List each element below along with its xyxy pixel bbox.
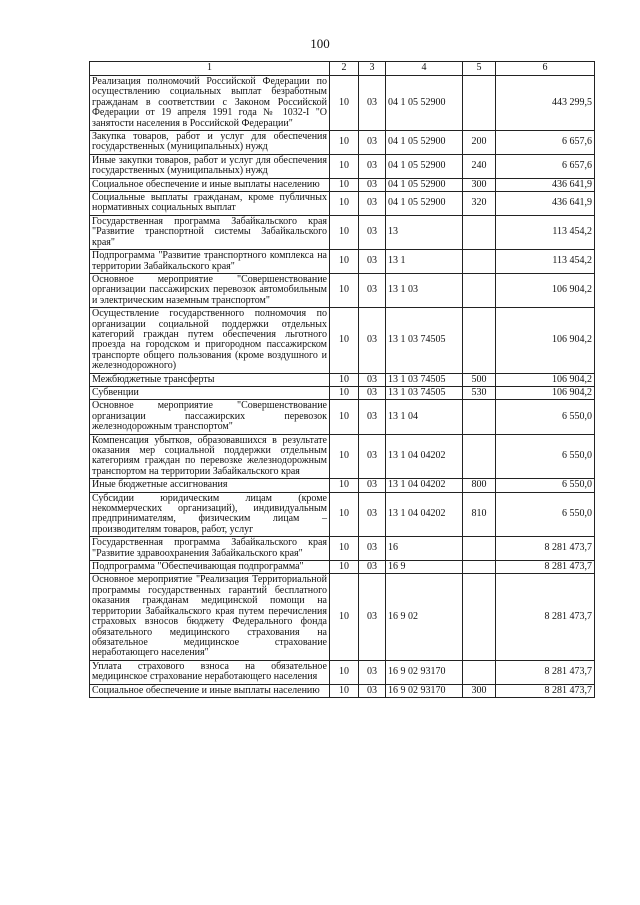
row-amount-cell: 106 904,2 [496,373,595,386]
row-section-cell: 10 [330,660,359,684]
row-expense-type-cell: 200 [463,131,496,155]
row-expense-type-cell: 500 [463,373,496,386]
row-amount-cell: 8 281 473,7 [496,537,595,561]
row-expense-type-cell: 300 [463,178,496,191]
row-target-code-cell: 13 1 03 74505 [386,386,463,399]
row-expense-type-cell [463,660,496,684]
row-section-cell: 10 [330,76,359,131]
row-section-cell: 10 [330,131,359,155]
row-expense-type-cell [463,561,496,574]
row-subsection-cell: 03 [359,386,386,399]
column-header: 2 [330,62,359,76]
row-amount-cell: 8 281 473,7 [496,684,595,697]
row-name-cell: Иные закупки товаров, работ и услуг для обеспечения государственных (муниципальных) нужд [90,154,330,178]
row-amount-cell: 8 281 473,7 [496,561,595,574]
row-section-cell: 10 [330,434,359,479]
row-amount-cell: 113 454,2 [496,215,595,249]
table-row [90,684,595,697]
row-section-cell: 10 [330,192,359,216]
row-target-code-cell: 16 9 02 93170 [386,660,463,684]
row-target-code-cell: 13 1 04 04202 [386,479,463,492]
table-row [90,400,595,434]
page-number: 100 [310,36,330,51]
row-amount-cell: 106 904,2 [496,386,595,399]
row-subsection-cell: 03 [359,76,386,131]
row-name-cell: Социальное обеспечение и иные выплаты населению [90,178,330,191]
row-subsection-cell: 03 [359,131,386,155]
row-amount-cell: 443 299,5 [496,76,595,131]
row-amount-cell: 6 657,6 [496,131,595,155]
row-target-code-cell: 13 1 04 [386,400,463,434]
row-target-code-cell: 13 1 04 04202 [386,492,463,537]
table-header-row [90,62,595,76]
table-row [90,373,595,386]
table-row [90,561,595,574]
row-section-cell: 10 [330,479,359,492]
row-subsection-cell: 03 [359,273,386,307]
row-subsection-cell: 03 [359,308,386,373]
row-expense-type-cell [463,273,496,307]
row-name-cell: Закупка товаров, работ и услуг для обеспечения государственных (муниципальных) нужд [90,131,330,155]
column-header: 1 [90,62,330,76]
row-target-code-cell: 04 1 05 52900 [386,178,463,191]
row-target-code-cell: 13 1 03 74505 [386,373,463,386]
row-section-cell: 10 [330,215,359,249]
row-name-cell: Реализация полномочий Российской Федерации по осуществлению социальных выплат безработным гражданам в соответствии с Законом Российской Федерации от 19 апреля 1991 года № 1032-I "О занятости населения в Российской Федерации" [90,76,330,131]
row-expense-type-cell: 800 [463,479,496,492]
row-amount-cell: 106 904,2 [496,273,595,307]
row-amount-cell: 113 454,2 [496,250,595,274]
row-expense-type-cell [463,434,496,479]
row-amount-cell: 6 550,0 [496,400,595,434]
row-subsection-cell: 03 [359,154,386,178]
table-row [90,434,595,479]
row-target-code-cell: 13 1 03 [386,273,463,307]
row-expense-type-cell [463,308,496,373]
row-section-cell: 10 [330,178,359,191]
row-amount-cell: 6 550,0 [496,479,595,492]
row-amount-cell: 436 641,9 [496,178,595,191]
row-section-cell: 10 [330,537,359,561]
row-section-cell: 10 [330,250,359,274]
row-target-code-cell: 13 1 04 04202 [386,434,463,479]
row-amount-cell: 6 550,0 [496,492,595,537]
row-target-code-cell: 13 1 03 74505 [386,308,463,373]
row-target-code-cell: 04 1 05 52900 [386,154,463,178]
table-row [90,215,595,249]
row-amount-cell: 8 281 473,7 [496,574,595,660]
row-expense-type-cell: 300 [463,684,496,697]
table-row [90,492,595,537]
row-expense-type-cell [463,574,496,660]
table-row [90,131,595,155]
row-name-cell: Основное мероприятие "Реализация Территориальной программы государственных гарантий бесплатного оказания гражданам медицинской помощи на территории Забайкальского края путем перечисления страховых взносов бюджету Федерального фонда обязательного медицинского страхования на обязательное медицинское страхование неработающего населения" [90,574,330,660]
row-expense-type-cell [463,400,496,434]
row-target-code-cell: 16 9 [386,561,463,574]
row-expense-type-cell [463,215,496,249]
row-target-code-cell: 04 1 05 52900 [386,192,463,216]
row-expense-type-cell: 240 [463,154,496,178]
row-amount-cell: 436 641,9 [496,192,595,216]
table-row [90,537,595,561]
row-section-cell: 10 [330,574,359,660]
row-target-code-cell: 04 1 05 52900 [386,76,463,131]
row-section-cell: 10 [330,273,359,307]
row-subsection-cell: 03 [359,215,386,249]
table-row [90,660,595,684]
row-subsection-cell: 03 [359,400,386,434]
row-expense-type-cell: 530 [463,386,496,399]
row-subsection-cell: 03 [359,479,386,492]
row-expense-type-cell [463,76,496,131]
row-name-cell: Подпрограмма "Развитие транспортного комплекса на территории Забайкальского края" [90,250,330,274]
row-amount-cell: 8 281 473,7 [496,660,595,684]
row-subsection-cell: 03 [359,561,386,574]
row-section-cell: 10 [330,154,359,178]
column-header: 3 [359,62,386,76]
row-subsection-cell: 03 [359,492,386,537]
row-amount-cell: 6 657,6 [496,154,595,178]
row-name-cell: Субвенции [90,386,330,399]
row-name-cell: Основное мероприятие "Совершенствование организации пассажирских перевозок автомобильным и электрическим наземным транспортом" [90,273,330,307]
row-amount-cell: 6 550,0 [496,434,595,479]
row-target-code-cell: 16 9 02 93170 [386,684,463,697]
table-row [90,250,595,274]
row-section-cell: 10 [330,684,359,697]
row-target-code-cell: 16 9 02 [386,574,463,660]
row-subsection-cell: 03 [359,684,386,697]
row-section-cell: 10 [330,373,359,386]
row-target-code-cell: 13 1 [386,250,463,274]
row-subsection-cell: 03 [359,250,386,274]
row-target-code-cell: 04 1 05 52900 [386,131,463,155]
row-subsection-cell: 03 [359,537,386,561]
table-row [90,479,595,492]
budget-table [89,61,595,698]
row-name-cell: Государственная программа Забайкальского края "Развитие транспортной системы Забайкальского края" [90,215,330,249]
row-subsection-cell: 03 [359,434,386,479]
row-section-cell: 10 [330,561,359,574]
row-name-cell: Подпрограмма "Обеспечивающая подпрограмма" [90,561,330,574]
row-subsection-cell: 03 [359,660,386,684]
table-row [90,154,595,178]
row-amount-cell: 106 904,2 [496,308,595,373]
row-name-cell: Субсидии юридическим лицам (кроме некоммерческих организаций), индивидуальным предпринимателям, физическим лицам – производителям товаров, работ, услуг [90,492,330,537]
row-target-code-cell: 16 [386,537,463,561]
row-expense-type-cell [463,250,496,274]
row-name-cell: Государственная программа Забайкальского края "Развитие здравоохранения Забайкальского края" [90,537,330,561]
row-section-cell: 10 [330,308,359,373]
column-header: 5 [463,62,496,76]
row-target-code-cell: 13 [386,215,463,249]
row-name-cell: Социальное обеспечение и иные выплаты населению [90,684,330,697]
table-row [90,308,595,373]
row-name-cell: Уплата страхового взноса на обязательное медицинское страхование неработающего населения [90,660,330,684]
table-row [90,574,595,660]
row-name-cell: Основное мероприятие "Совершенствование организации пассажирских перевозок железнодорожным транспортом" [90,400,330,434]
row-name-cell: Компенсация убытков, образовавшихся в результате оказания мер социальной поддержки отдельным категориям граждан по перевозке железнодорожным транспортом на территории Забайкальского края [90,434,330,479]
row-subsection-cell: 03 [359,373,386,386]
row-name-cell: Осуществление государственного полномочия по организации социальной поддержки отдельных категорий граждан путем обеспечения льготного проезда на городском и пригородном пассажирском транспорте общего пользования (кроме воздушного и железнодорожного) [90,308,330,373]
row-name-cell: Межбюджетные трансферты [90,373,330,386]
row-name-cell: Иные бюджетные ассигнования [90,479,330,492]
table-row [90,386,595,399]
column-header: 6 [496,62,595,76]
row-expense-type-cell: 320 [463,192,496,216]
row-section-cell: 10 [330,492,359,537]
row-subsection-cell: 03 [359,192,386,216]
table-row [90,76,595,131]
row-section-cell: 10 [330,400,359,434]
table-row [90,192,595,216]
table-row [90,273,595,307]
row-expense-type-cell [463,537,496,561]
row-expense-type-cell: 810 [463,492,496,537]
row-subsection-cell: 03 [359,574,386,660]
row-section-cell: 10 [330,386,359,399]
column-header: 4 [386,62,463,76]
row-subsection-cell: 03 [359,178,386,191]
table-row [90,178,595,191]
row-name-cell: Социальные выплаты гражданам, кроме публичных нормативных социальных выплат [90,192,330,216]
